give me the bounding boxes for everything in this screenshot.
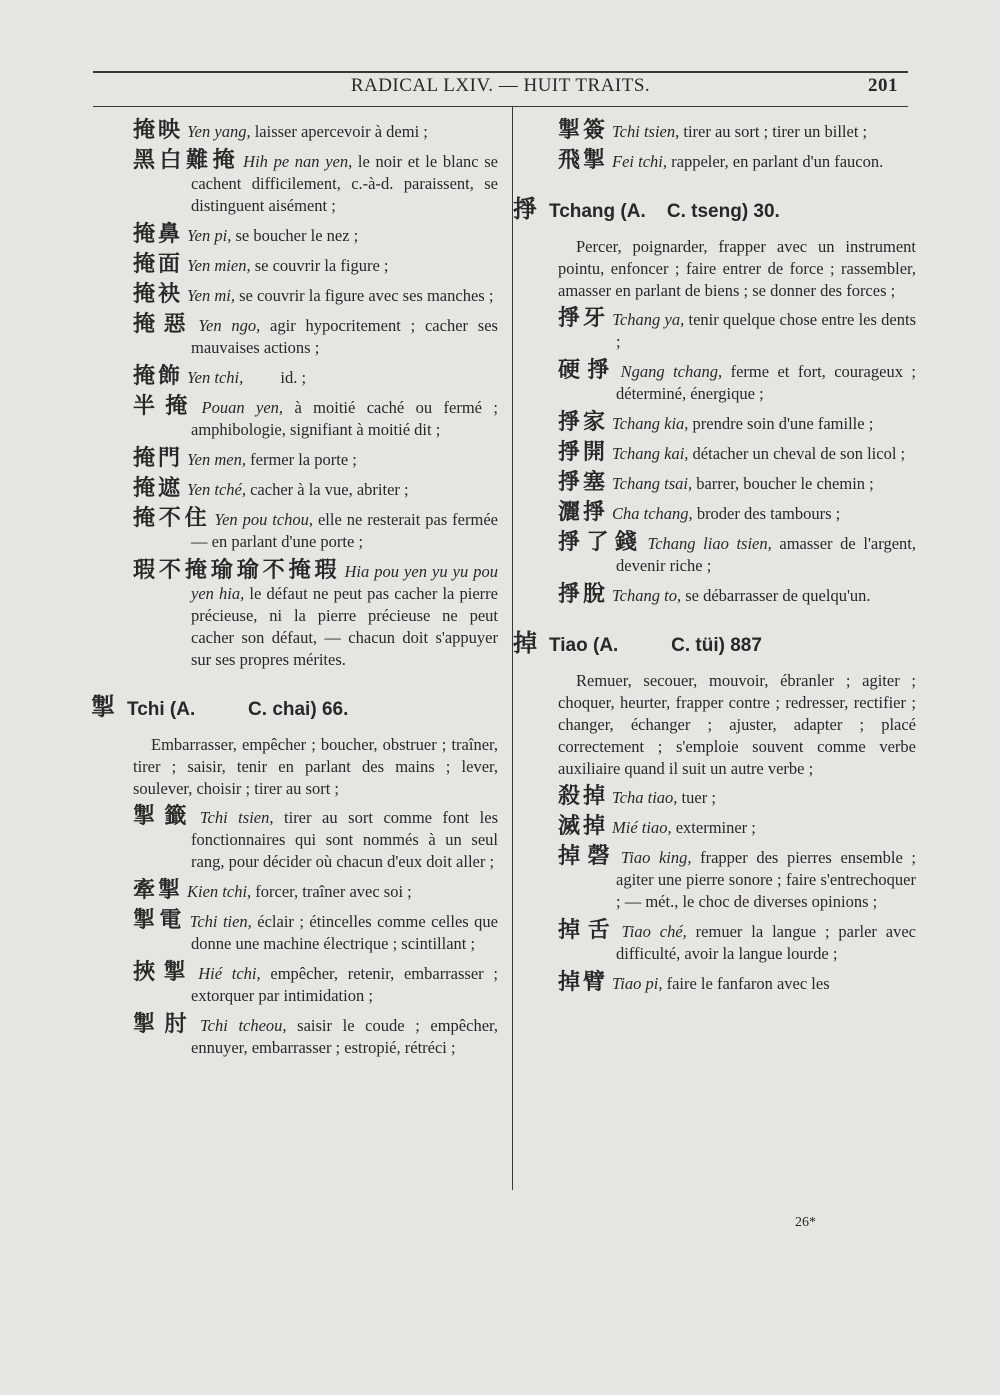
entry-romanization: Yen pi,: [187, 226, 232, 245]
entry-characters: 掙脫: [558, 582, 609, 607]
entry-definition: elle ne resterait pas fermée — en parlant d'une porte ;: [191, 510, 503, 551]
entry-romanization: Yen pou tchou,: [214, 510, 314, 529]
entry-definition: empêcher, retenir, embarrasser ; extorquer par intimidation ;: [191, 964, 503, 1005]
entry-romanization: Yen ngo,: [198, 316, 261, 335]
dictionary-entry: [133, 960, 503, 1007]
entry-romanization: Hié tchi,: [198, 964, 261, 983]
entry-characters: 掉舌: [558, 918, 618, 943]
dictionary-entry: [133, 478, 498, 501]
entry-romanization: Kien tchi,: [187, 882, 252, 901]
dictionary-entry: [133, 1012, 503, 1059]
entry-romanization: Hih pe nan yen,: [243, 152, 353, 171]
dictionary-entry: [558, 150, 916, 173]
dictionary-entry: [558, 412, 916, 435]
entry-romanization: Tcha tiao,: [612, 788, 678, 807]
entry-romanization: Tchi tsien,: [612, 122, 680, 141]
right-column: [513, 118, 921, 1002]
entry-definition: broder des tambours ;: [692, 504, 841, 523]
entry-romanization: Tchi tien,: [189, 912, 252, 931]
header-bottom-rule: [93, 106, 908, 107]
dictionary-entry: [558, 306, 921, 353]
signature-mark: 26*: [795, 1215, 816, 1230]
entry-definition: exterminer ;: [671, 818, 756, 837]
entry-definition: le défaut ne peut pas cacher la pierre précieuse, ni la pierre précieuse ne peut cacher son défaut, — chacun doit s'appuyer sur ses propres mérites.: [191, 584, 503, 669]
dictionary-entry: [133, 804, 503, 873]
entry-romanization: Tchang tsai,: [612, 474, 693, 493]
dictionary-entry: [133, 284, 498, 307]
entry-definition: détacher un cheval de son licol ;: [688, 444, 906, 463]
dictionary-entry: [133, 506, 503, 553]
dictionary-entry: [558, 816, 916, 839]
entry-characters: 掩飾: [133, 364, 184, 389]
dictionary-entry: [133, 448, 498, 471]
dictionary-entry: [133, 880, 498, 903]
entry-romanization: Pouan yen,: [201, 398, 284, 417]
entry-romanization: Tchang kai,: [612, 444, 689, 463]
entry-characters: 半掩: [133, 394, 198, 419]
entry-characters: 掩不住: [133, 506, 211, 531]
tiao-entries: [558, 784, 921, 995]
entry-romanization: Yen mien,: [187, 256, 251, 275]
entry-romanization: Mié tiao,: [612, 818, 672, 837]
entry-definition: remuer la langue ; parler avec difficulté, avoir la langue lourde ;: [616, 922, 921, 963]
entry-definition: à moitié caché ou fermé ; amphibologie, signifiant à moitié dit ;: [191, 398, 503, 439]
entry-definition: se couvrir la figure avec ses manches ;: [235, 286, 494, 305]
entry-definition: faire le fanfaron avec les: [662, 974, 830, 993]
entry-romanization: Yen mi,: [187, 286, 236, 305]
dictionary-entry: [558, 918, 921, 965]
dictionary-entry: [133, 224, 498, 247]
entry-romanization: Ngang tchang,: [620, 362, 723, 381]
dictionary-entry: [558, 358, 921, 405]
entry-definition: rappeler, en parlant d'un faucon.: [667, 152, 884, 171]
entry-characters: 掉臂: [558, 970, 609, 995]
entry-characters: 掉磬: [558, 844, 617, 869]
entry-definition: cacher à la vue, abriter ;: [245, 480, 409, 499]
section-heading-tchang: [513, 189, 916, 224]
entry-characters: 掩袂: [133, 282, 184, 307]
entry-definition: forcer, traîner avec soi ;: [251, 882, 412, 901]
dictionary-entry: [558, 442, 916, 465]
entry-romanization: Yen yang,: [187, 122, 251, 141]
header-top-rule: [93, 71, 908, 73]
entry-romanization: Tchang liao tsien,: [647, 534, 772, 553]
entry-definition: le noir et le blanc se cachent difficilement, c.-à-d. paraissent, se distinguent aisément ;: [191, 152, 503, 215]
dictionary-entry: [558, 584, 916, 607]
entry-romanization: Fei tchi,: [612, 152, 667, 171]
entry-definition: éclair ; étincelles comme celles que donne une machine électrique ; scintillant ;: [191, 912, 503, 953]
dictionary-entry: [133, 254, 498, 277]
definition-tiao: Remuer, secouer, mouvoir, ébranler ; agiter ; choquer, heurter, frapper contre ; redresser, rectifier ; changer, échanger ; ajuster, adapter ; placé correctement ; s'emploie souvent comme verbe auxiliaire quand il suit un autre verbe ;: [558, 671, 916, 778]
dictionary-entry: [558, 786, 916, 809]
entry-characters: 殺掉: [558, 784, 609, 809]
heading-text: Tiao (A. C. tüi) 887: [549, 635, 762, 656]
dictionary-entry: [558, 120, 916, 143]
entry-definition: laisser apercevoir à demi ;: [250, 122, 428, 141]
left-column: [91, 118, 503, 1066]
entry-characters: 掩遮: [133, 476, 184, 501]
entry-definition: tirer au sort ; tirer un billet ;: [679, 122, 868, 141]
section-heading-tchi: [91, 687, 498, 722]
entry-characters: 掙家: [558, 410, 609, 435]
dictionary-entry: [133, 148, 503, 217]
entry-characters: 掣籤: [133, 804, 196, 829]
heading-text: Tchi (A. C. chai) 66.: [127, 699, 349, 720]
entry-definition: agir hypocritement ; cacher ses mauvaises actions ;: [191, 316, 503, 357]
page-number: 201: [868, 75, 898, 96]
entry-characters: 瑕不掩瑜瑜不掩瑕: [133, 558, 341, 583]
dictionary-entry: [133, 394, 503, 441]
entry-romanization: Yen tché,: [187, 480, 246, 499]
tchi-entries: [133, 804, 503, 1059]
dictionary-entry: [558, 472, 916, 495]
definition-tchang: Percer, poignarder, frapper avec un instrument pointu, enfoncer ; faire entrer de force ; rassembler, amasser en parlant de biens ; se donner des forces ;: [558, 237, 916, 300]
entry-characters: 滅掉: [558, 814, 609, 839]
entry-romanization: Tchi tsien,: [199, 808, 274, 827]
entry-definition: se boucher le nez ;: [231, 226, 359, 245]
entry-romanization: Tchang to,: [612, 586, 682, 605]
header-title: RADICAL LXIV. — HUIT TRAITS.: [350, 75, 651, 96]
right-entries: [558, 120, 916, 173]
entry-definition: se couvrir la figure ;: [250, 256, 389, 275]
dictionary-entry: [133, 366, 498, 389]
entry-definition: tenir quelque chose entre les dents ;: [616, 310, 921, 351]
heading-character: 掣: [91, 693, 115, 721]
dictionary-entry: [558, 844, 921, 913]
entry-definition: ferme et fort, courageux ; déterminé, énergique ;: [616, 362, 921, 403]
entry-characters: 掣肘: [133, 1012, 196, 1037]
dictionary-entry: [133, 908, 503, 955]
heading-text: Tchang (A. C. tseng) 30.: [549, 201, 780, 222]
entry-characters: 牽掣: [133, 878, 184, 903]
definition-tchi: Embarrasser, empêcher ; boucher, obstruer ; traîner, tirer ; saisir, tenir en parlant des mains ; lever, soulever, choisir ; tirer au sort ;: [133, 735, 498, 798]
entry-characters: 飛掣: [558, 148, 609, 173]
entry-romanization: Yen tchi,: [187, 368, 244, 387]
dictionary-entry: [133, 312, 503, 359]
entry-characters: 掙牙: [558, 306, 609, 331]
entry-characters: 灑掙: [558, 500, 609, 525]
dictionary-entry: [558, 972, 916, 995]
section-heading-tiao: [513, 623, 916, 658]
entry-romanization: Tchang kia,: [612, 414, 689, 433]
entry-characters: 掩惡: [133, 312, 195, 337]
entry-characters: 掩門: [133, 446, 184, 471]
running-header: [93, 74, 908, 104]
entry-characters: 硬掙: [558, 358, 617, 383]
entry-definition: prendre soin d'une famille ;: [688, 414, 874, 433]
entry-romanization: Tchi tcheou,: [200, 1016, 287, 1035]
entry-romanization: Cha tchang,: [612, 504, 693, 523]
entry-definition: amasser de l'argent, devenir riche ;: [616, 534, 921, 575]
entry-characters: 掙開: [558, 440, 609, 465]
entry-definition: barrer, boucher le chemin ;: [692, 474, 874, 493]
dictionary-entry: [558, 502, 916, 525]
entry-definition: id. ;: [243, 368, 307, 387]
entry-characters: 掣簽: [558, 118, 609, 143]
entry-definition: fermer la porte ;: [246, 450, 357, 469]
heading-character: 掙: [513, 195, 537, 223]
dictionary-entry: [133, 120, 498, 143]
entry-characters: 掩面: [133, 252, 184, 277]
entry-characters: 掣電: [133, 908, 186, 933]
heading-character: 掉: [513, 629, 537, 657]
entry-romanization: Tiao pi,: [612, 974, 663, 993]
entry-romanization: Tchang ya,: [612, 310, 685, 329]
entry-characters: 掙了錢: [558, 530, 644, 555]
entry-romanization: Tiao ché,: [621, 922, 687, 941]
entry-characters: 掩鼻: [133, 222, 184, 247]
entry-definition: saisir le coude ; empêcher, ennuyer, embarrasser ; estropié, rétréci ;: [191, 1016, 503, 1057]
entry-characters: 挾掣: [133, 960, 195, 985]
entry-definition: tirer au sort comme font les fonctionnaires qui sont nommés à un seul rang, pour décider où chacun d'eux doit aller ;: [191, 808, 503, 871]
entry-characters: 掩映: [133, 118, 184, 143]
tchang-entries: [558, 306, 921, 607]
dictionary-entry: [133, 558, 503, 671]
entry-definition: frapper des pierres ensemble ; agiter une pierre sonore ; faire s'entrechoquer ; — mét., le choc de diverses opinions ;: [616, 848, 921, 911]
entry-definition: se débarrasser de quelqu'un.: [681, 586, 871, 605]
entry-characters: 黑白難掩: [133, 148, 240, 173]
entry-romanization: Tiao king,: [620, 848, 692, 867]
entry-romanization: Hia pou yen yu yu pou yen hia,: [191, 562, 498, 603]
entry-characters: 掙塞: [558, 470, 609, 495]
dictionary-entry: [558, 530, 921, 577]
left-entries: [133, 118, 503, 671]
entry-romanization: Yen men,: [187, 450, 246, 469]
entry-definition: tuer ;: [677, 788, 716, 807]
